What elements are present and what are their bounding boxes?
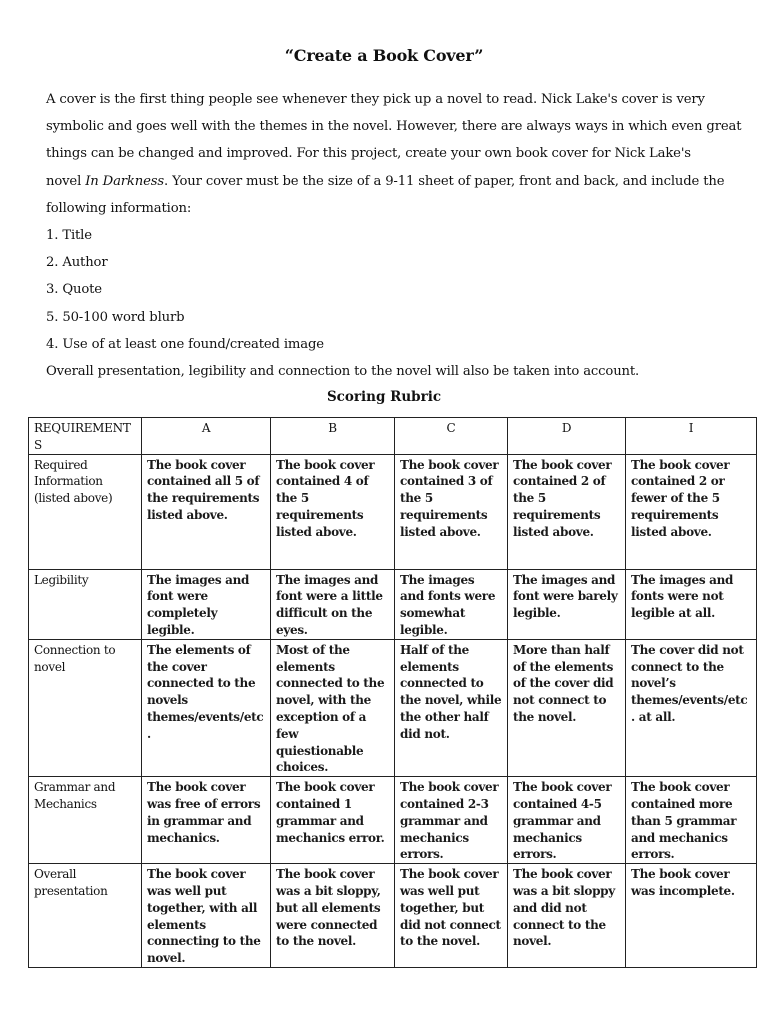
- rubric-cell: The book cover contained 2 or fewer of the 5 requirements listed above.: [626, 454, 757, 569]
- closing-note: Overall presentation, legibility and connection to the novel will also be taken into account.: [46, 364, 640, 380]
- rubric-cell: The cover did not connect to the novel’s themes/events/etc. at all.: [626, 639, 757, 776]
- column-header: B: [271, 418, 395, 455]
- rubric-cell: The book cover was a bit sloppy and did not connect to the novel.: [508, 864, 626, 968]
- criterion-cell: Connection to novel: [29, 639, 142, 776]
- rubric-cell: More than half of the elements of the cover did not connect to the novel.: [508, 639, 626, 776]
- rubric-cell: Most of the elements connected to the novel, with the exception of a few quiestionable choices.: [271, 639, 395, 776]
- intro-line: [46, 168, 736, 195]
- rubric-cell: The book cover contained 3 of the 5 requirements listed above.: [395, 454, 508, 569]
- table-row: [29, 454, 757, 569]
- rubric-cell: The images and font were barely legible.: [508, 569, 626, 639]
- column-header: D: [508, 418, 626, 455]
- intro-line: following information:: [46, 200, 192, 216]
- rubric-cell: The book cover contained more than 5 grammar and mechanics errors.: [626, 777, 757, 864]
- table-header-row: [29, 418, 757, 455]
- rubric-cell: The book cover contained 4 of the 5 requirements listed above.: [271, 454, 395, 569]
- list-item: 2. Author: [46, 255, 108, 271]
- column-header: C: [395, 418, 508, 455]
- intro-line: A cover is the first thing people see whenever they pick up a novel to read. Nick Lake's cover is very: [46, 92, 705, 107]
- rubric-cell: The book cover was a bit sloppy, but all elements were connected to the novel.: [271, 864, 395, 968]
- intro-line: things can be changed and improved. For this project, create your own book cover for Nick Lake's: [46, 146, 691, 162]
- rubric-cell: The book cover was well put together, but did not connect to the novel.: [395, 864, 508, 968]
- list-item: 1. Title: [46, 228, 92, 244]
- scoring-rubric-table: [28, 417, 757, 968]
- table-row: [29, 569, 757, 639]
- criterion-cell: Legibility: [29, 569, 142, 639]
- rubric-title: Scoring Rubric: [326, 389, 442, 405]
- intro-line: symbolic and goes well with the themes in the novel. However, there are always ways in which even great: [46, 119, 742, 135]
- criterion-cell: Overall presentation: [29, 864, 142, 968]
- list-item: 5. 50-100 word blurb: [46, 309, 185, 325]
- rubric-cell: Half of the elements connected to the novel, while the other half did not.: [395, 639, 508, 776]
- page-title: “Create a Book Cover”: [284, 46, 484, 65]
- requirements-list: [46, 222, 736, 358]
- rubric-cell: The images and font were a little difficult on the eyes.: [271, 569, 395, 639]
- rubric-cell: The images and fonts were not legible at all.: [626, 569, 757, 639]
- criterion-cell: Grammar and Mechanics: [29, 777, 142, 864]
- intro-text: novel: [46, 173, 86, 189]
- rubric-cell: The book cover contained 2-3 grammar and mechanics errors.: [395, 777, 508, 864]
- rubric-cell: The book cover was free of errors in grammar and mechanics.: [142, 777, 271, 864]
- rubric-cell: The images and fonts were somewhat legible.: [395, 569, 508, 639]
- novel-title: In Darkness: [85, 173, 165, 189]
- rubric-cell: The book cover contained all 5 of the requirements listed above.: [142, 454, 271, 569]
- intro-paragraph: [46, 86, 742, 222]
- rubric-cell: The book cover contained 2 of the 5 requirements listed above.: [508, 454, 626, 569]
- criterion-cell: Required Information (listed above): [29, 454, 142, 569]
- column-header: REQUIREMENTS: [29, 418, 142, 455]
- table-row: [29, 864, 757, 968]
- rubric-cell: The elements of the cover connected to the novels themes/events/etc.: [142, 639, 271, 776]
- list-item: 4. Use of at least one found/created image: [46, 336, 324, 352]
- intro-text: . Your cover must be the size of a 9-11 sheet of paper, front and back, and include the: [164, 173, 725, 189]
- rubric-cell: The images and font were completely legible.: [142, 569, 271, 639]
- rubric-cell: The book cover contained 1 grammar and mechanics error.: [271, 777, 395, 864]
- intro-section: [46, 86, 742, 385]
- table-row: [29, 639, 757, 776]
- column-header: I: [626, 418, 757, 455]
- column-header: A: [142, 418, 271, 455]
- rubric-cell: The book cover was incomplete.: [626, 864, 757, 968]
- list-item: 3. Quote: [46, 282, 102, 298]
- rubric-cell: The book cover was well put together, with all elements connecting to the novel.: [142, 864, 271, 968]
- rubric-cell: The book cover contained 4-5 grammar and mechanics errors.: [508, 777, 626, 864]
- table-row: [29, 777, 757, 864]
